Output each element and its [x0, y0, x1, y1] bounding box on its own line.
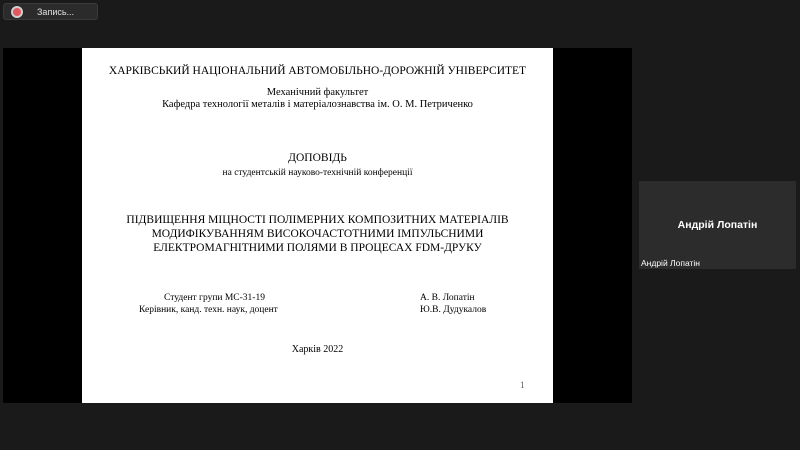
slide-city-year: Харків 2022 [291, 344, 344, 355]
slide-department: Кафедра технології металів і матеріалознавства ім. О. М. Петриченко [162, 99, 473, 110]
record-icon [11, 6, 23, 18]
slide-title-line: ЕЛЕКТРОМАГНІТНИМИ ПОЛЯМИ В ПРОЦЕСАХ FDM-ДРУКУ [153, 242, 482, 254]
slide-supervisor-name: Ю.В. Дудукалов [420, 305, 487, 315]
participant-display-name: Андрій Лопатін [677, 219, 758, 231]
slide-student-name: А. В. Лопатін [420, 293, 475, 303]
participant-tile[interactable] [639, 181, 796, 269]
slide-conference: на студентській науково-технічній конференції [222, 168, 413, 178]
slide-page-number: 1 [520, 380, 525, 390]
recording-indicator[interactable] [3, 3, 98, 20]
slide-supervisor-label: Керівник, канд. техн. наук, доцент [139, 305, 278, 315]
slide-title-line: ПІДВИЩЕННЯ МІЦНОСТІ ПОЛІМЕРНИХ КОМПОЗИТНИХ МАТЕРІАЛІВ [126, 214, 509, 226]
slide-title-line: МОДИФІКУВАННЯМ ВИСОКОЧАСТОТНИМИ ІМПУЛЬСНИМИ [151, 228, 484, 240]
slide-faculty: Механічний факультет [266, 87, 369, 98]
recording-label: Запись... [37, 6, 75, 17]
slide-report-heading: ДОПОВІДЬ [288, 152, 347, 164]
slide-university: ХАРКІВСЬКИЙ НАЦІОНАЛЬНИЙ АВТОМОБІЛЬНО-ДОРОЖНІЙ УНІВЕРСИТЕТ [108, 65, 527, 77]
participant-name-label: Андрій Лопатін [641, 258, 700, 268]
slide-student-label: Студент групи МС-31-19 [164, 293, 265, 303]
presentation-slide [82, 48, 553, 403]
